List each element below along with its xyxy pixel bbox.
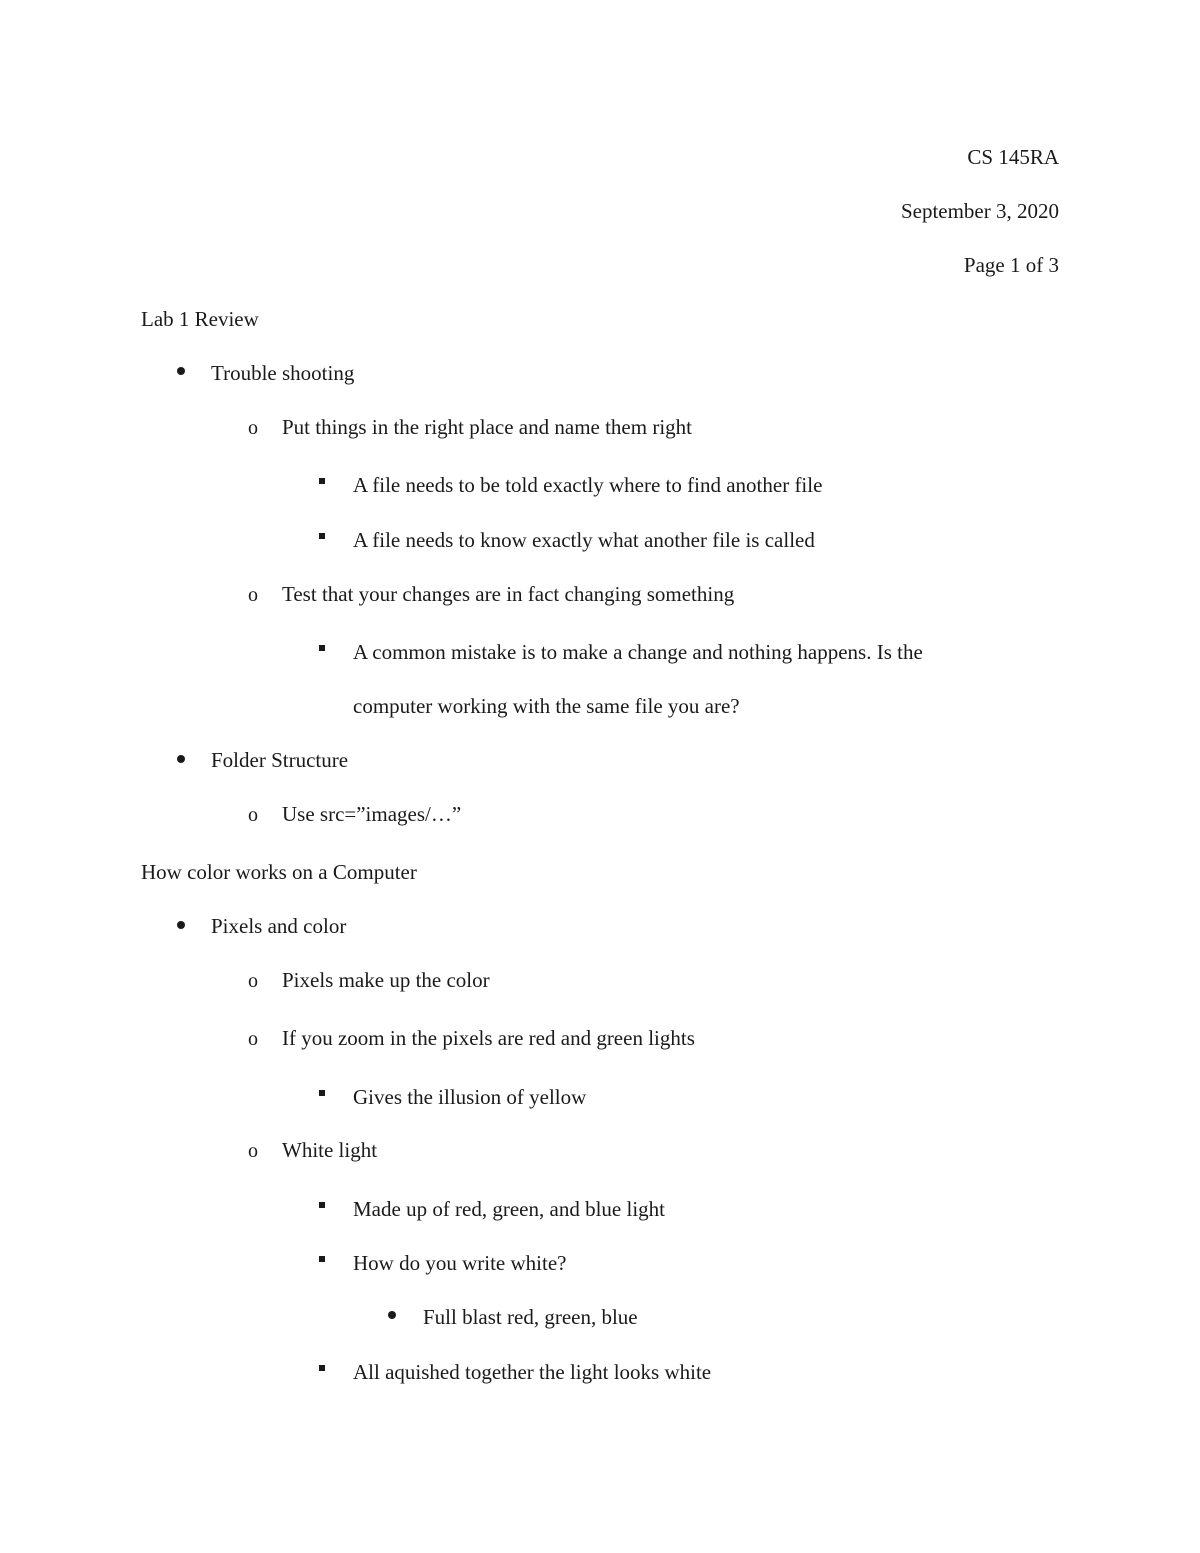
list-item-test-changes: Test that your changes are in fact changing something — [282, 582, 735, 606]
list-item-pixels-make-up: Pixels make up the color — [282, 968, 490, 992]
section-heading-lab-review: Lab 1 Review — [141, 307, 259, 331]
list-item-trouble-shooting: Trouble shooting — [211, 361, 355, 385]
circle-bullet-icon: o — [248, 1028, 258, 1050]
square-bullet-icon — [319, 533, 325, 539]
list-item-write-white: How do you write white? — [353, 1251, 567, 1275]
circle-bullet-icon: o — [248, 970, 258, 992]
list-item-folder-structure: Folder Structure — [211, 748, 349, 772]
list-item-common-mistake-continued: computer working with the same file you are? — [353, 694, 740, 718]
square-bullet-icon — [319, 645, 325, 651]
document-date: September 3, 2020 — [900, 199, 1059, 223]
list-item-zoom-in: If you zoom in the pixels are red and green lights — [282, 1026, 695, 1050]
circle-bullet-icon: o — [248, 584, 258, 606]
bullet-icon — [388, 1311, 396, 1319]
bullet-icon — [177, 921, 185, 929]
circle-bullet-icon: o — [248, 417, 258, 439]
list-item-made-up-of: Made up of red, green, and blue light — [353, 1197, 665, 1221]
square-bullet-icon — [319, 1256, 325, 1262]
circle-bullet-icon: o — [248, 1140, 258, 1162]
list-item-all-aquished: All aquished together the light looks white — [353, 1360, 712, 1384]
list-item-illusion-yellow: Gives the illusion of yellow — [353, 1085, 587, 1109]
list-item-use-src: Use src=”images/…” — [282, 802, 462, 826]
list-item-put-things: Put things in the right place and name them right — [282, 415, 693, 439]
square-bullet-icon — [319, 1365, 325, 1371]
section-heading-color: How color works on a Computer — [141, 860, 417, 884]
square-bullet-icon — [319, 1202, 325, 1208]
page-number: Page 1 of 3 — [963, 253, 1059, 277]
course-code: CS 145RA — [967, 145, 1059, 169]
list-item-white-light: White light — [282, 1138, 378, 1162]
list-item-full-blast: Full blast red, green, blue — [423, 1305, 638, 1329]
bullet-icon — [177, 755, 185, 763]
square-bullet-icon — [319, 478, 325, 484]
list-item-pixels-and-color: Pixels and color — [211, 914, 347, 938]
square-bullet-icon — [319, 1090, 325, 1096]
bullet-icon — [177, 367, 185, 375]
circle-bullet-icon: o — [248, 804, 258, 826]
list-item-file-where: A file needs to be told exactly where to find another file — [353, 473, 823, 497]
list-item-common-mistake: A common mistake is to make a change and nothing happens. Is the — [353, 640, 923, 664]
list-item-file-called: A file needs to know exactly what another file is called — [353, 528, 815, 552]
